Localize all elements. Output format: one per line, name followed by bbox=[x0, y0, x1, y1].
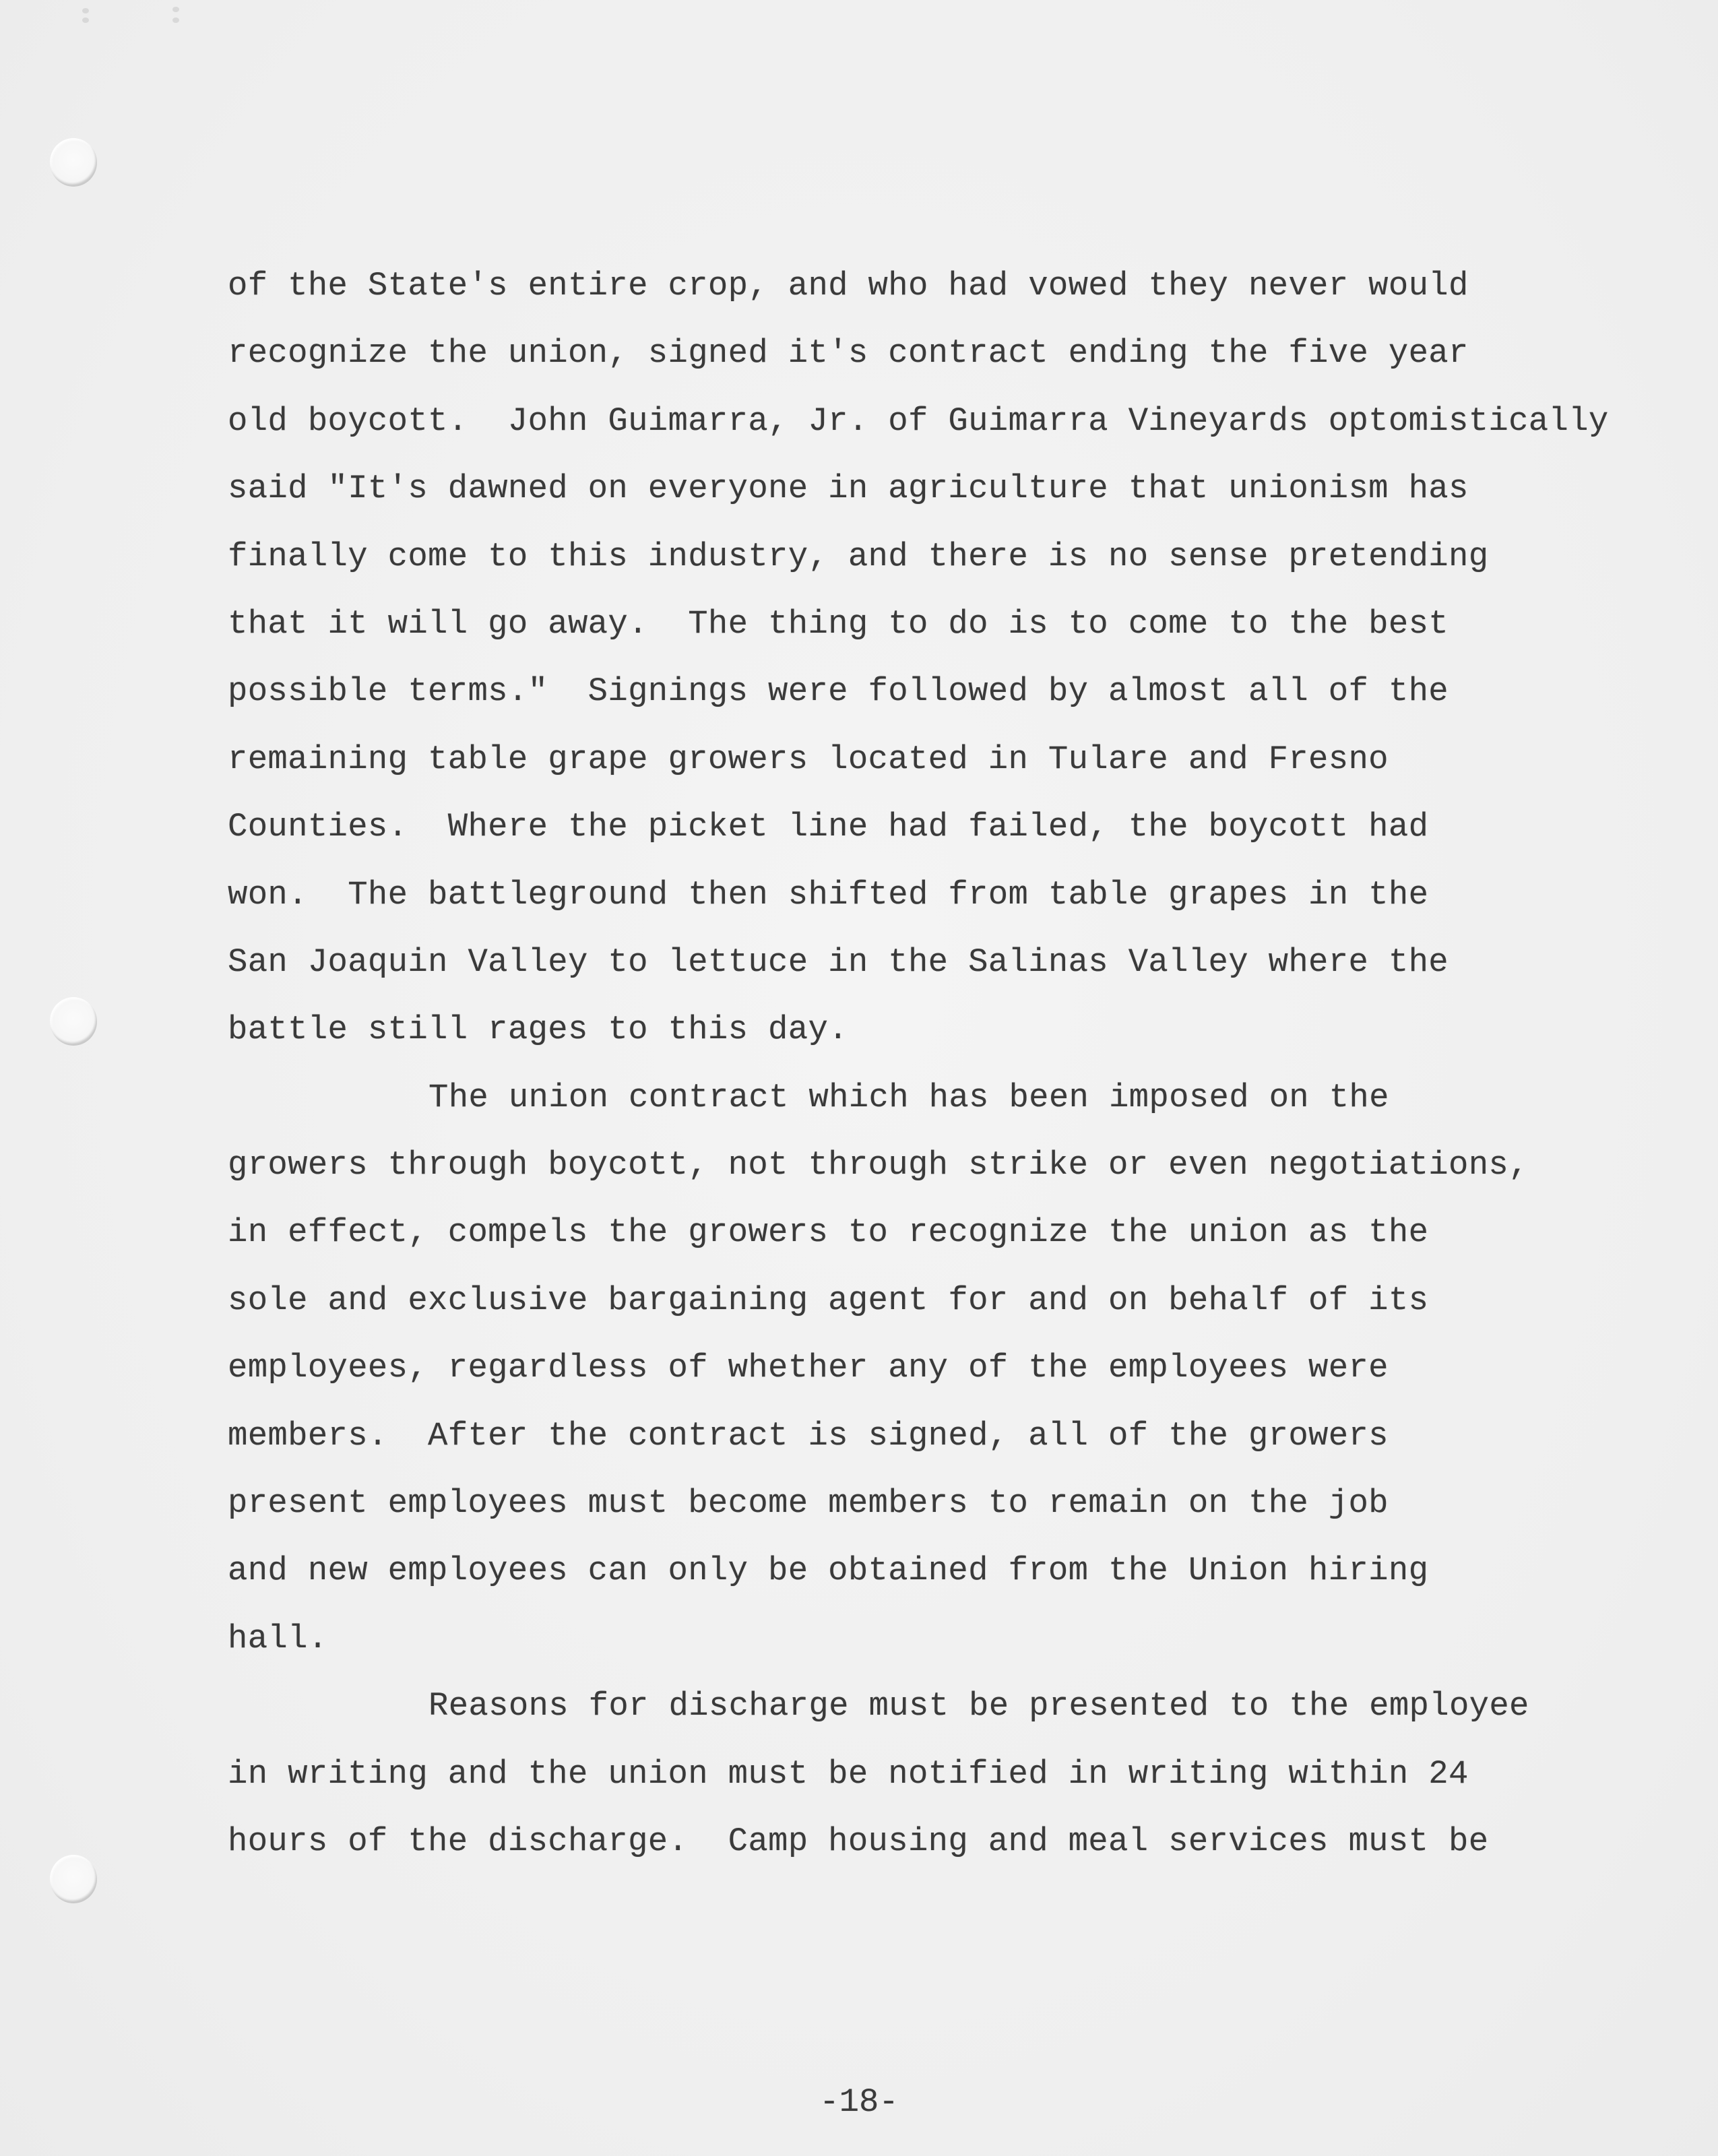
text-line: hours of the discharge. Camp housing and meal services must be bbox=[228, 1822, 1489, 1860]
punch-hole-top bbox=[50, 138, 97, 187]
text-line: recognize the union, signed it's contract ending the five year bbox=[228, 334, 1469, 373]
text-line: San Joaquin Valley to lettuce in the Salinas Valley where the bbox=[228, 943, 1449, 981]
text-line: possible terms." Signings were followed by almost all of the bbox=[228, 672, 1449, 711]
paper-smudge bbox=[172, 7, 179, 12]
punch-hole-bottom bbox=[50, 1855, 97, 1903]
paper-smudge bbox=[82, 8, 89, 13]
text-line: remaining table grape growers located in Tulare and Fresno bbox=[228, 740, 1389, 778]
text-line: in effect, compels the growers to recognize the union as the bbox=[228, 1213, 1429, 1252]
page-number: -18- bbox=[819, 2083, 899, 2121]
punch-hole-middle bbox=[50, 997, 97, 1046]
text-line: members. After the contract is signed, all of the growers bbox=[228, 1416, 1389, 1455]
paper-smudge bbox=[172, 18, 179, 23]
text-line: growers through boycott, not through strike or even negotiations, bbox=[228, 1146, 1529, 1184]
body-text bbox=[228, 252, 1643, 1875]
text-line: and new employees can only be obtained from the Union hiring bbox=[228, 1552, 1429, 1590]
paper-smudge bbox=[82, 18, 89, 23]
text-line: of the State's entire crop, and who had vowed they never would bbox=[228, 267, 1469, 305]
paragraph-first-line: The union contract which has been imposed on the bbox=[428, 1078, 1389, 1116]
text-line: finally come to this industry, and there is no sense pretending bbox=[228, 537, 1489, 575]
text-line: hall. bbox=[228, 1619, 328, 1657]
text-line: said "It's dawned on everyone in agriculture that unionism has bbox=[228, 470, 1469, 508]
text-line: that it will go away. The thing to do is to come to the best bbox=[228, 604, 1449, 643]
text-line: old boycott. John Guimarra, Jr. of Guimarra Vineyards optomistically bbox=[228, 402, 1609, 440]
text-line: battle still rages to this day. bbox=[228, 1011, 848, 1049]
text-line: sole and exclusive bargaining agent for and on behalf of its bbox=[228, 1281, 1429, 1319]
text-line: employees, regardless of whether any of the employees were bbox=[228, 1349, 1389, 1387]
text-line: Counties. Where the picket line had failed, the boycott had bbox=[228, 808, 1429, 846]
text-line: present employees must become members to remain on the job bbox=[228, 1484, 1389, 1523]
text-line: won. The battleground then shifted from table grapes in the bbox=[228, 875, 1429, 914]
text-line: in writing and the union must be notified in writing within 24 bbox=[228, 1754, 1469, 1793]
paragraph-first-line: Reasons for discharge must be presented to the employee bbox=[428, 1687, 1529, 1725]
